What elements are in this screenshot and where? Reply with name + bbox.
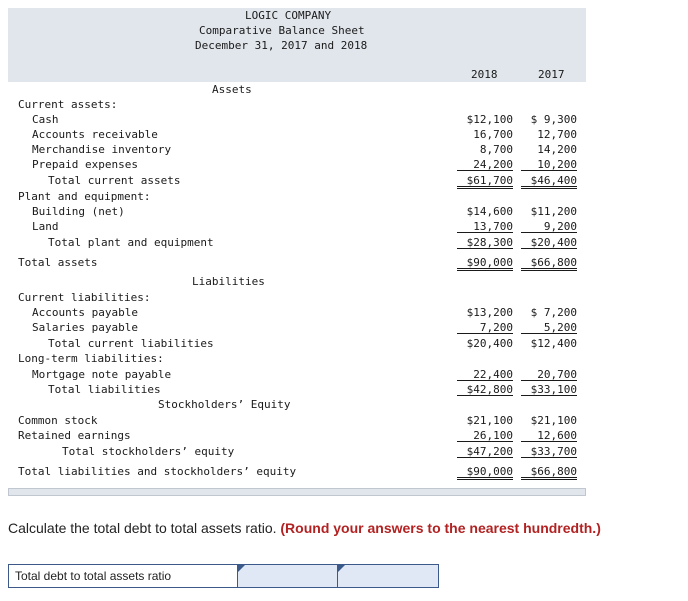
value-2017: 12,700 xyxy=(537,128,577,141)
row-label: Mortgage note payable xyxy=(32,368,172,381)
value-2017: 10,200 xyxy=(521,157,577,171)
row-label: Cash xyxy=(32,113,59,126)
value-2017: $66,800 xyxy=(521,255,577,271)
current-liabilities-row xyxy=(8,290,586,305)
row-label: Total stockholders’ equity xyxy=(62,445,235,458)
mortgage-note-payable-row xyxy=(8,367,586,382)
value-2017: $12,400 xyxy=(530,337,577,350)
total-assets-row xyxy=(8,255,586,270)
value-2017: 20,700 xyxy=(521,367,577,381)
row-label: Current assets: xyxy=(18,98,118,111)
value-2018: 8,700 xyxy=(479,143,513,156)
row-label: Common stock xyxy=(18,414,98,427)
accounts-receivable-row xyxy=(8,127,586,142)
value-2018: $13,200 xyxy=(466,306,513,319)
equity-heading: Stockholders’ Equity xyxy=(158,398,291,411)
balance-sheet-header xyxy=(8,8,586,82)
value-2018: $61,700 xyxy=(457,173,513,189)
value-2018: $14,600 xyxy=(466,205,513,218)
row-label: Retained earnings xyxy=(18,429,131,442)
accounts-payable-row xyxy=(8,305,586,320)
answer-label: Total debt to total assets ratio xyxy=(9,565,238,587)
question-prompt: Calculate the total debt to total assets ratio. xyxy=(8,520,277,536)
input-marker-icon xyxy=(238,565,245,572)
row-label: Long-term liabilities: xyxy=(18,352,164,365)
salaries-payable-row xyxy=(8,320,586,335)
balance-sheet-footer-bar xyxy=(8,488,586,496)
total-current-assets-row xyxy=(8,173,586,188)
merchandise-inventory-row xyxy=(8,142,586,157)
value-2018: 7,200 xyxy=(457,320,513,334)
value-2017: $ 9,300 xyxy=(530,113,577,126)
row-label: Accounts receivable xyxy=(32,128,158,141)
value-2017: $33,700 xyxy=(521,444,577,458)
statement-title: Comparative Balance Sheet xyxy=(199,24,365,37)
value-2018: 22,400 xyxy=(457,367,513,381)
answer-cell-2018 xyxy=(238,565,338,587)
year-2017-header: 2017 xyxy=(538,68,565,81)
value-2018: $90,000 xyxy=(457,255,513,271)
row-label: Plant and equipment: xyxy=(18,190,151,203)
ratio-input-2017[interactable] xyxy=(338,565,438,587)
question-text xyxy=(8,520,601,536)
rounding-note: (Round your answers to the nearest hundredth.) xyxy=(280,520,601,536)
answer-cell-2017 xyxy=(338,565,438,587)
value-2017: $66,800 xyxy=(521,464,577,480)
ratio-input-2018[interactable] xyxy=(238,565,337,587)
row-label: Accounts payable xyxy=(32,306,138,319)
row-label: Current liabilities: xyxy=(18,291,151,304)
retained-earnings-row xyxy=(8,428,586,443)
prepaid-expenses-row xyxy=(8,157,586,172)
value-2018: $28,300 xyxy=(457,235,513,249)
value-2017: $20,400 xyxy=(521,235,577,249)
value-2018: $90,000 xyxy=(457,464,513,480)
value-2018: $47,200 xyxy=(457,444,513,458)
total-stockholders-equity-row xyxy=(8,444,586,459)
value-2018: 24,200 xyxy=(457,157,513,171)
total-plant-equipment-row xyxy=(8,235,586,250)
total-liabilities-equity-row xyxy=(8,464,586,479)
assets-heading: Assets xyxy=(212,83,252,96)
long-term-liabilities-row xyxy=(8,351,586,366)
input-marker-icon xyxy=(338,565,345,572)
total-current-liabilities-row xyxy=(8,336,586,351)
row-label: Total current assets xyxy=(48,174,181,187)
answer-table xyxy=(8,564,439,588)
row-label: Total liabilities and stockholders’ equity xyxy=(18,465,297,478)
row-label: Total liabilities xyxy=(48,383,161,396)
year-2018-header: 2018 xyxy=(471,68,498,81)
value-2017: $11,200 xyxy=(530,205,577,218)
value-2017: 9,200 xyxy=(521,219,577,233)
building-row xyxy=(8,204,586,219)
land-row xyxy=(8,219,586,234)
liabilities-heading: Liabilities xyxy=(192,275,265,288)
value-2017: 14,200 xyxy=(537,143,577,156)
value-2018: 26,100 xyxy=(457,428,513,442)
current-assets-row xyxy=(8,97,586,112)
plant-equipment-row xyxy=(8,189,586,204)
row-label: Total assets xyxy=(18,256,98,269)
row-label: Total current liabilities xyxy=(48,337,214,350)
common-stock-row xyxy=(8,413,586,428)
value-2018: $20,400 xyxy=(466,337,513,350)
cash-row xyxy=(8,112,586,127)
row-label: Salaries payable xyxy=(32,321,138,334)
row-label: Total plant and equipment xyxy=(48,236,214,249)
value-2017: 12,600 xyxy=(521,428,577,442)
value-2017: $21,100 xyxy=(530,414,577,427)
value-2017: $33,100 xyxy=(521,382,577,396)
statement-date: December 31, 2017 and 2018 xyxy=(195,39,368,52)
total-liabilities-row xyxy=(8,382,586,397)
row-label: Land xyxy=(32,220,59,233)
company-name: LOGIC COMPANY xyxy=(245,9,332,22)
row-label: Prepaid expenses xyxy=(32,158,138,171)
value-2017: $46,400 xyxy=(521,173,577,189)
value-2017: 5,200 xyxy=(521,320,577,334)
value-2018: 13,700 xyxy=(457,219,513,233)
row-label: Building (net) xyxy=(32,205,125,218)
value-2018: 16,700 xyxy=(473,128,513,141)
value-2017: $ 7,200 xyxy=(530,306,577,319)
value-2018: $21,100 xyxy=(466,414,513,427)
value-2018: $12,100 xyxy=(466,113,513,126)
value-2018: $42,800 xyxy=(457,382,513,396)
row-label: Merchandise inventory xyxy=(32,143,172,156)
